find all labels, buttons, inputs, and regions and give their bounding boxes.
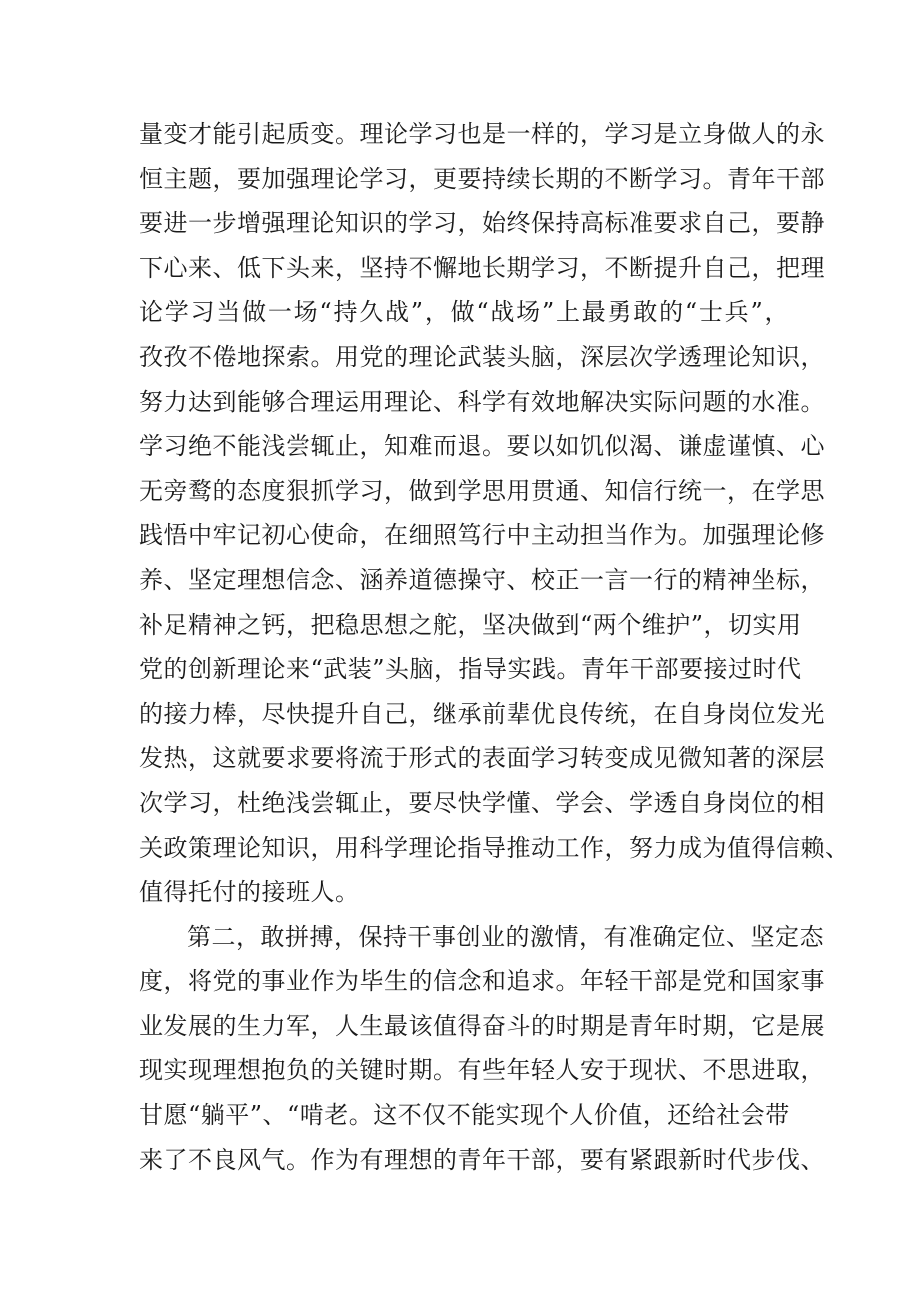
paragraph-1: [139, 112, 850, 915]
paragraph-line: 第二，敢拼搏，保持干事创业的激情，有准确定位、坚定态: [187, 922, 824, 951]
paragraph-line: 党的创新理论来“武装”头脑，指导实践。青年干部要接过时代: [139, 655, 802, 684]
paragraph-line: 的接力棒，尽快提升自己，继承前辈优良传统，在自身岗位发光: [139, 699, 825, 728]
paragraph-line: 恒主题，要加强理论学习，更要持续长期的不断学习。青年干部: [139, 164, 825, 193]
paragraph-line: 现实现理想抱负的关键时期。有些年轻人安于现状、不思进取，: [139, 1056, 825, 1085]
paragraph-line: 下心来、低下头来，坚持不懈地长期学习，不断提升自己，把理: [139, 253, 825, 282]
paragraph-line: 努力达到能够合理运用理论、科学有效地解决实际问题的水准。: [139, 387, 825, 416]
paragraph-line: 无旁鹜的态度狠抓学习，做到学思用贯通、知信行统一，在学思: [139, 476, 825, 505]
paragraph-line: 关政策理论知识，用科学理论指导推动工作，努力成为值得信赖、: [139, 833, 850, 862]
paragraph-line: 发热，这就要求要将流于形式的表面学习转变成见微知著的深层: [139, 744, 825, 773]
paragraph-line: 学习绝不能浅尝辄止，知难而退。要以如饥似渴、谦虚谨慎、心: [139, 432, 825, 461]
paragraph-line: 业发展的生力军，人生最该值得奋斗的时期是青年时期，它是展: [139, 1011, 825, 1040]
paragraph-line: 论学习当做一场“持久战”，做“战场”上最勇敢的“士兵”，: [139, 298, 789, 327]
paragraph-line: 补足精神之钙，把稳思想之舵，坚决做到“两个维护”，切实用: [139, 610, 802, 639]
paragraph-2: [139, 915, 825, 1183]
paragraph-line: 度，将党的事业作为毕生的信念和追求。年轻干部是党和国家事: [139, 967, 825, 996]
paragraph-line: 甘愿“躺平”、“啃老。这不仅不能实现个人价值，还给社会带: [139, 1101, 790, 1130]
body-text: [139, 112, 850, 1182]
paragraph-line: 值得托付的接班人。: [139, 878, 360, 907]
paragraph-line: 次学习，杜绝浅尝辄止，要尽快学懂、学会、学透自身岗位的相: [139, 788, 825, 817]
paragraph-line: 孜孜不倦地探索。用党的理论武装头脑，深层次学透理论知识，: [139, 342, 825, 371]
paragraph-line: 量变才能引起质变。理论学习也是一样的，学习是立身做人的永: [139, 120, 825, 148]
paragraph-line: 要进一步增强理论知识的学习，始终保持高标准要求自己，要静: [139, 209, 825, 238]
paragraph-line: 来了不良风气。作为有理想的青年干部，要有紧跟新时代步伐、: [139, 1145, 825, 1174]
paragraph-line: 养、坚定理想信念、涵养道德操守、校正一言一行的精神坐标，: [139, 565, 825, 594]
paragraph-line: 践悟中牢记初心使命，在细照笃行中主动担当作为。加强理论修: [139, 521, 825, 550]
